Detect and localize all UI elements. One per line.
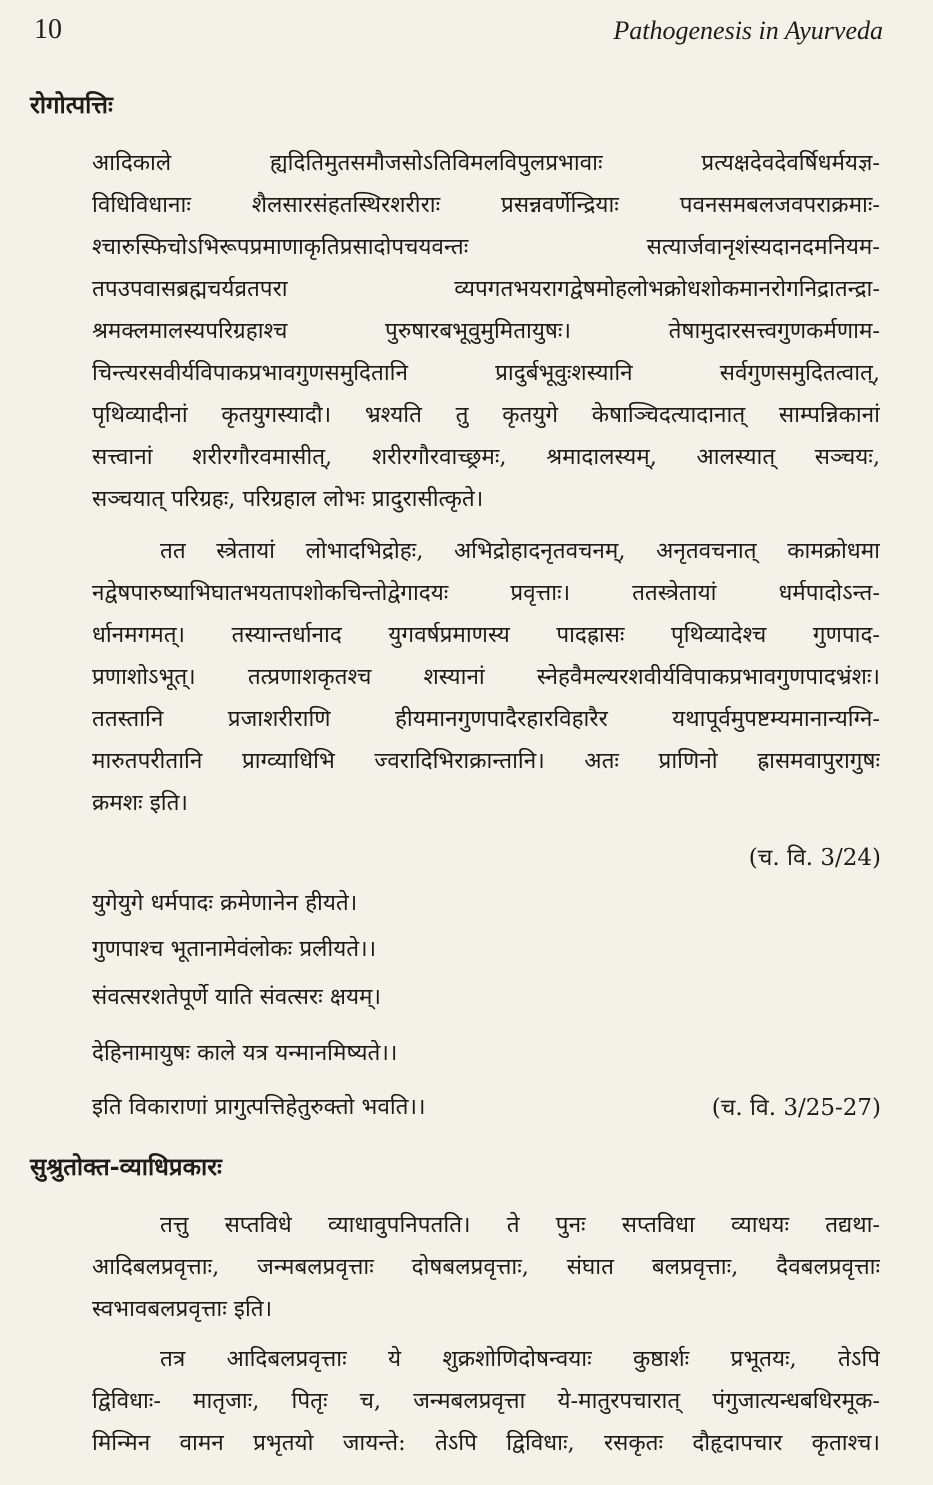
text-line: चिन्त्यरसवीर्यविपाकप्रभावगुणसमुदितानि प्रादुर्बभूवुःशस्यानि सर्वगुणसमुदितत्वात्,	[92, 360, 880, 386]
text-line: श्चारुस्फिचोऽभिरूपप्रमाणाकृतिप्रसादोपचयवन्तः सत्यार्जवानृशंस्यदानदमनियम-	[92, 234, 880, 260]
text-line: ततस्तानि प्रजाशरीराणि हीयमानगुणपादैरहारविहारैर यथापूर्वमुपष्टम्यमानान्यग्नि-	[92, 706, 880, 732]
verse-line: युगेयुगे धर्मपादः क्रमेणानेन हीयते।	[92, 890, 358, 916]
text-line: तपउपवासब्रह्मचर्यव्रतपरा व्यपगतभयरागद्वेषमोहलोभक्रोधशोकमानरोगनिद्रातन्द्रा-	[92, 276, 880, 302]
page-header	[34, 14, 883, 54]
text-line: स्वभावबलप्रवृत्ताः इति।	[92, 1296, 273, 1322]
verse-line: देहिनामायुषः काले यत्र यन्मानमिष्यते।।	[92, 1040, 398, 1066]
text-line: आदिकाले ह्यदितिमुतसमौजसोऽतिविमलविपुलप्रभावाः प्रत्यक्षदेवदेवर्षिधर्मयज्ञ-	[92, 150, 880, 176]
text-line: सत्त्वानां शरीरगौरवमासीत्, शरीरगौरवाच्छ्रमः, श्रमादालस्यम्, आलस्यात् सञ्चयः,	[92, 444, 880, 470]
text-line: प्रणाशोऽभूत्। तत्प्रणाशकृतश्च शस्यानां स्नेहवैमल्यरशवीर्यविपाकप्रभावगुणपादभ्रंशः।	[92, 664, 880, 690]
section-heading-sushruta-vyadhi: सुश्रुतोक्त-व्याधिप्रकारः	[30, 1152, 222, 1181]
text-line: तत स्त्रेतायां लोभादभिद्रोहः, अभिद्रोहादनृतवचनम्, अनृतवचनात् कामक्रोधमा	[160, 538, 880, 564]
citation-reference: (च. वि. 3/24)	[748, 845, 881, 871]
text-line: तत्तु सप्तविधे व्याधावुपनिपतति। ते पुनः सप्तविधा व्याधयः तद्यथा-	[160, 1212, 880, 1238]
text-line: मिन्मिन वामन प्रभृतयो जायन्ते: तेऽपि द्विविधाः, रसकृतः दौहृदापचार कृताश्च।	[92, 1430, 880, 1456]
text-line: र्धानमगमत्। तस्यान्तर्धानाद युगवर्षप्रमाणस्य पादह्रासः पृथिव्यादेश्च गुणपाद-	[92, 622, 880, 648]
citation-reference: (च. वि. 3/25-27)	[711, 1095, 881, 1121]
running-title: Pathogenesis in Ayurveda	[613, 16, 883, 45]
text-line: विधिविधानाः शैलसारसंहतस्थिरशरीराः प्रसन्नवर्णेन्द्रियाः पवनसमबलजवपराक्रमाः-	[92, 192, 880, 218]
text-line: सञ्चयात् परिग्रहः, परिग्रहाल लोभः प्रादुरासीत्कृते।	[92, 486, 484, 512]
text-line: द्विविधाः- मातृजाः, पितृः च, जन्मबलप्रवृत्ता ये-मातुरपचारात् पंगुजात्यन्धबधिरमूक-	[92, 1388, 880, 1414]
text-line: श्रमक्लमालस्यपरिग्रहाश्च पुरुषारबभूवुमुमितायुषः। तेषामुदारसत्त्वगुणकर्मणाम-	[92, 318, 880, 344]
page-number: 10	[34, 14, 62, 45]
verse-line: संवत्सरशतेपूर्णे याति संवत्सरः क्षयम्।	[92, 984, 382, 1010]
text-line: पृथिव्यादीनां कृतयुगस्यादौ। भ्रश्यति तु कृतयुगे केषाञ्चिदत्यादानात् साम्पन्निकानां	[92, 402, 880, 428]
text-line: क्रमशः इति।	[92, 790, 188, 816]
text-line: तत्र आदिबलप्रवृत्ताः ये शुक्रशोणिदोषन्वयाः कुष्ठार्शः प्रभूतयः, तेऽपि	[160, 1346, 880, 1372]
text-line: आदिबलप्रवृत्ताः, जन्मबलप्रवृत्ताः दोषबलप्रवृत्ताः, संघात बलप्रवृत्ताः, दैवबलप्रवृत्ताः	[92, 1254, 880, 1280]
verse-line: गुणपाश्च भूतानामेवंलोकः प्रलीयते।।	[92, 936, 377, 962]
verse-line: इति विकाराणां प्रागुत्पत्तिहेतुरुक्तो भवति।।	[92, 1094, 426, 1120]
text-line: मारुतपरीतानि प्राग्व्याधिभि ज्वरादिभिराक्रान्तानि। अतः प्राणिनो ह्रासमवापुरागुषः	[92, 748, 880, 774]
text-line: नद्वेषपारुष्याभिघातभयतापशोकचिन्तोद्वेगादयः प्रवृत्ताः। ततस्त्रेतायां धर्मपादोऽन्त-	[92, 580, 880, 606]
section-heading-rogotpatti: रोगोत्पत्तिः	[30, 90, 113, 119]
